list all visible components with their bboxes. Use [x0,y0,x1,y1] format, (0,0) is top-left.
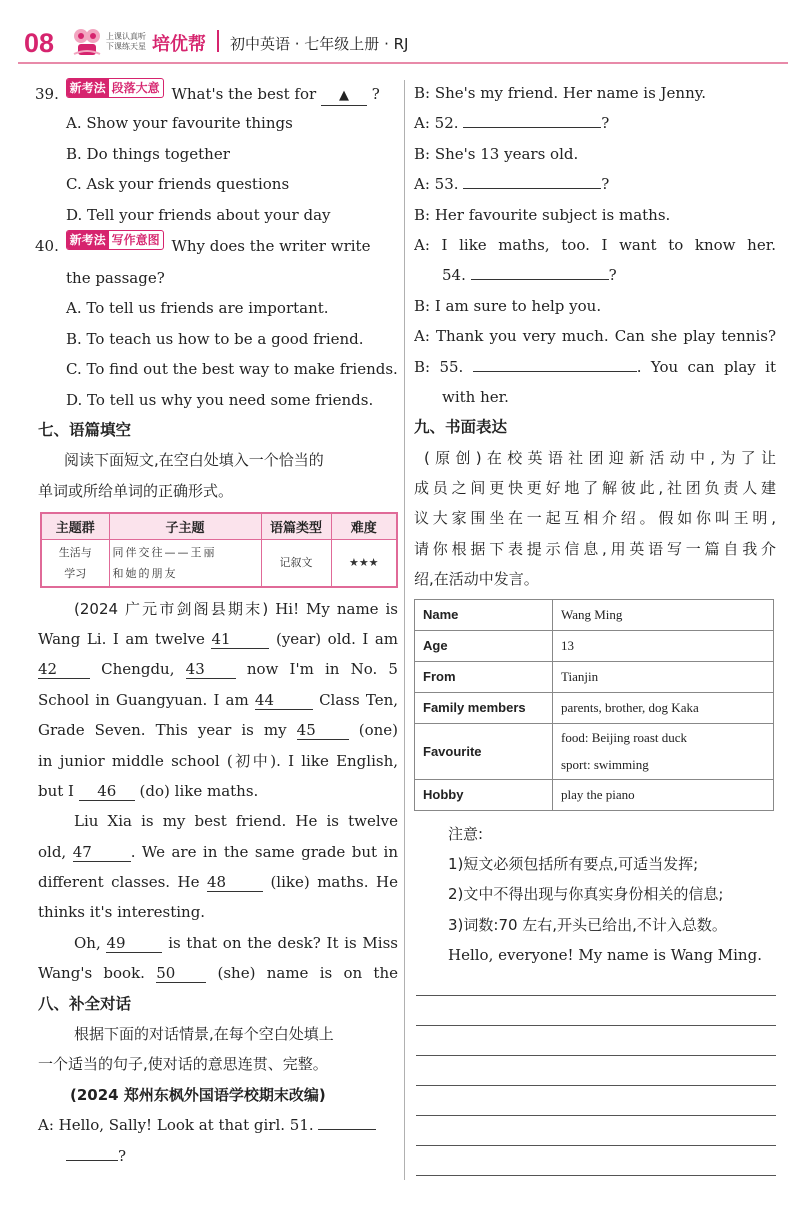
profile-table: Name Wang Ming Age 13 From Tianjin Family members parents, brother, dog Kaka Favourite food: Beijing roast duck sport: swimming Hobby play the piano [414,599,774,811]
answer-blank-42[interactable]: 42 [38,660,90,679]
answer-blank-50[interactable]: 50 [156,964,206,983]
option: A. Show your favourite things [66,114,293,133]
answer-blank-48[interactable]: 48 [207,873,263,892]
exam-tag: 新考法 写作意图 [66,230,164,250]
option: A. To tell us friends are important. [66,299,329,318]
answer-blank-52[interactable] [463,127,601,128]
header-divider [217,30,219,52]
answer-blank[interactable]: ▲ [321,85,367,106]
answer-blank-44[interactable]: 44 [255,691,313,710]
slogan: 上课认真听 下课练天星 [106,32,146,51]
section-7-instruction: 阅读下面短文,在空白处填入一个恰当的 [64,451,324,470]
answer-blank-41[interactable]: 41 [211,630,269,649]
passage-info-table: 主题群 子主题 语篇类型 难度 生活与 学习 同伴交往——王丽 和她的朋友 记叙文 ★★★ [40,512,398,588]
exam-tag: 新考法 段落大意 [66,78,164,98]
brand-name: 培优帮 [152,34,206,55]
dialog-line: with her. [442,387,509,406]
writing-line[interactable] [416,1025,776,1026]
answer-blank-53[interactable] [463,188,601,189]
question-40: 40. 新考法 写作意图 Why does the writer write [35,230,398,263]
section-7-title: 七、语篇填空 [38,420,132,439]
question-39: 39. 新考法 段落大意 What's the best for ▲ ? [35,78,398,108]
option: C. To find out the best way to make friends. [66,360,398,379]
section-8-source: (2024 郑州东枫外国语学校期末改编) [70,1085,326,1104]
column-divider [404,80,405,1180]
dialog-line: B: She's my friend. Her name is Jenny. [414,84,707,102]
section-7-instruction: 单词或所给单词的正确形式。 [38,481,234,500]
section-9-title: 九、书面表达 [414,418,508,437]
dialog-line: B: Her favourite subject is maths. [414,205,671,224]
dialog-line: B: I am sure to help you. [414,296,602,315]
essay-opening: Hello, everyone! My name is Wang Ming. [448,946,762,965]
option: D. Tell your friends about your day [66,205,331,224]
brand-logo-icon [70,24,104,58]
header-rule [18,62,788,64]
answer-blank-47[interactable]: 47 [73,843,131,862]
answer-blank-43[interactable]: 43 [186,660,236,679]
book-subject: 初中英语 · 七年级上册 · RJ [230,35,409,53]
cloze-passage: (2024 广元市剑阁县期末) Hi! My name is Wang Li. I am twelve 41 (year) old. I am 42 Chengdu, 43 now I'm in No. 5 School in Guangyuan. I am 44 Class Ten, Grade Seven. This year is my 45 (one) in junior middle school (初中). I like English, but I 46 (do) like maths. Liu Xia is my best friend. He is twelve old, 47 . We are in the same grade but in different classes. He 48 (like) maths. He thinks it's interesting. Oh, 49 is that on the desk? It is Miss Wang's book. 50 (she) name is on the [38,599,398,983]
writing-line[interactable] [416,995,776,996]
answer-blank-46[interactable]: 46 [79,782,135,801]
dialog-line: B: She's 13 years old. [414,144,579,163]
section-8-instruction: 根据下面的对话情景,在每个空白处填上 [74,1025,334,1044]
dialog-line: A: 52. ? [414,114,610,133]
right-column: B: She's my friend. Her name is Jenny. A: 52. ? B: She's 13 years old. A: 53. ? B: Her favourite subject is maths. A: I like maths, too. I want to know her. 54. ? B: I am sure to help you. A: Thank you very much. Can she play tennis? B: 55. . You can play it with her. 九、书面表达 (原创)在校英语社团迎新活动中,为了让 成员之间更快更好地了解彼此,社团负责人建 议大家围坐在一起互相介绍。假如你叫王明, 请你根据下表提示信息,用英语写一篇自我介 绍,在活动中发言。 Name Wang Ming Age 13 From Tianjin Family members parents, brother, dog Kaka Favourite food: Beijing roast duck sport: swimming Hobby play the piano 注意: 1)短文必须包括所有要点,可适当发挥; 2)文中不得出现与你真实身份相关的信息; 3)词数:70 左右,开头已给出,不计入总数。 Hello, everyone! My name is Wang Ming. [414,78,776,971]
page-header [0,0,800,66]
answer-blank-45[interactable]: 45 [297,721,349,740]
answer-blank-55[interactable] [473,371,637,372]
answer-blank-51-cont[interactable] [66,1160,118,1161]
page-number: 08 [24,28,55,58]
writing-line[interactable] [416,1085,776,1086]
dialog-line: B: 55. . You can play it [414,357,776,376]
option: B. Do things together [66,144,230,163]
note: 3)词数:70 左右,开头已给出,不计入总数。 [448,915,727,934]
dialog-line: ? [38,1141,398,1171]
difficulty-stars: ★★★ [331,539,397,587]
notes-title: 注意: [448,824,484,843]
answer-blank-51[interactable] [318,1129,376,1130]
section-8-instruction: 一个适当的句子,使对话的意思连贯、完整。 [38,1055,328,1074]
writing-line[interactable] [416,1055,776,1056]
option: D. To tell us why you need some friends. [66,390,374,409]
option: B. To teach us how to be a good friend. [66,329,364,348]
dialog-line: A: Hello, Sally! Look at that girl. 51. [38,1110,398,1140]
writing-line[interactable] [416,1145,776,1146]
dialog-line: A: Thank you very much. Can she play tennis? [414,327,776,346]
answer-blank-49[interactable]: 49 [106,934,162,953]
answer-blank-54[interactable] [471,279,609,280]
dialog-line: 54. ? [442,266,617,285]
writing-line[interactable] [416,1175,776,1176]
dialog-line: A: I like maths, too. I want to know her. [414,235,776,254]
dialog-line: A: 53. ? [414,175,610,194]
note: 2)文中不得出现与你真实身份相关的信息; [448,885,724,904]
question-40-stem-cont: the passage? [66,268,165,287]
section-8-title: 八、补全对话 [38,994,132,1013]
option: C. Ask your friends questions [66,175,290,194]
writing-line[interactable] [416,1115,776,1116]
note: 1)短文必须包括所有要点,可适当发挥; [448,855,699,874]
left-column [35,78,398,1171]
